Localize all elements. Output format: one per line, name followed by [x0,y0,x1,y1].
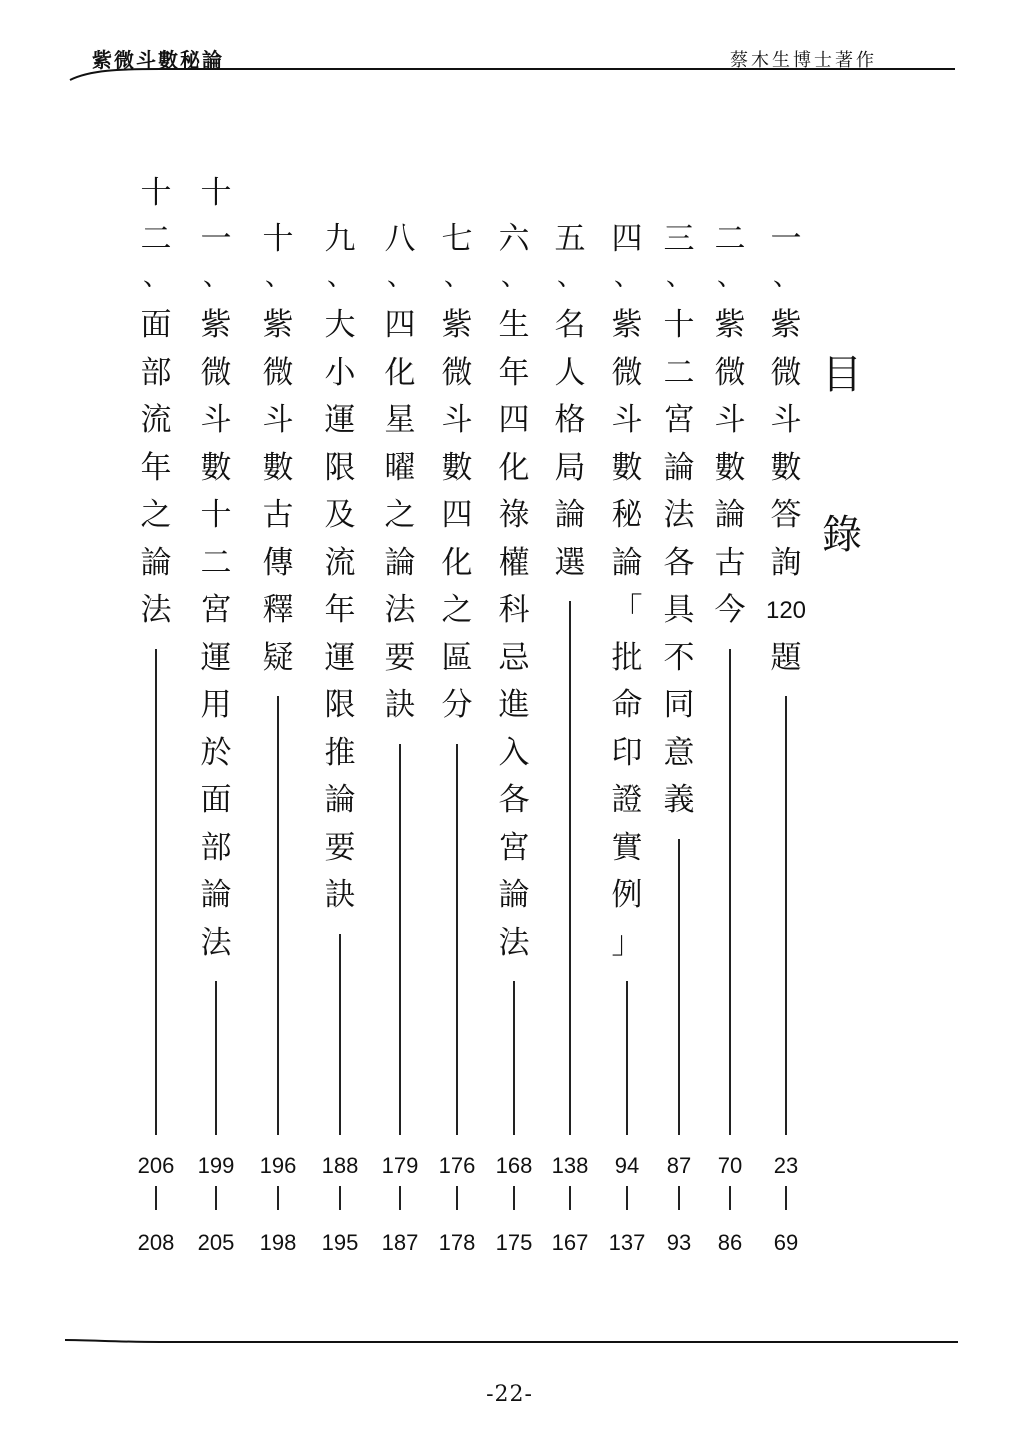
toc-page-end[interactable]: 187 [381,1230,419,1255]
toc-entry-number: 七 [441,221,473,257]
toc-page-end[interactable]: 198 [259,1230,297,1255]
toc-entry-number: 八 [384,221,416,257]
toc-leader-line [626,981,628,1135]
toc-page-range-dash [569,1186,571,1210]
toc-entry-separator: 、 [386,262,413,292]
toc-leader-line [513,981,515,1135]
toc-entry-number: 十 二 [140,175,172,257]
toc-entry-title: 面 部 流 年 之 論 法 [140,307,172,628]
toc-entry-separator: 、 [326,262,353,292]
header-author: 蔡木生博士著作 [730,50,877,71]
toc-entry-title: 紫 微 斗 數 古 傳 釋 疑 [262,307,294,676]
toc-page-end[interactable]: 205 [197,1230,235,1255]
toc-page-range-dash [785,1186,787,1210]
toc-page-range-dash [456,1186,458,1210]
toc-page-start[interactable]: 206 [137,1153,175,1178]
toc-page-start[interactable]: 196 [259,1153,297,1178]
header-rule [0,66,1019,86]
toc-page-range-dash [678,1186,680,1210]
toc-page-start[interactable]: 87 [666,1153,692,1178]
toc-entry-separator: 、 [264,262,291,292]
toc-leader-line [215,981,217,1135]
toc-entry-separator: 、 [202,262,229,292]
toc-entry-number: 十 [262,221,294,257]
toc-page-end[interactable]: 86 [717,1230,743,1255]
toc-page-range-dash [277,1186,279,1210]
page-number: -22- [486,1382,533,1407]
toc-entry-number: 一 [770,221,802,257]
toc-leader-line [569,601,571,1135]
toc-entry-separator: 、 [556,262,583,292]
toc-entry-number: 九 [324,221,356,257]
toc-page-start[interactable]: 70 [717,1153,743,1178]
toc-page-end[interactable]: 208 [137,1230,175,1255]
toc-leader-line [678,839,680,1136]
toc-entry-title: 紫 微 斗 數 秘 論 「 批 命 印 證 實 例 」 [611,307,643,961]
toc-leader-line [729,649,731,1136]
toc-entry-title: 紫 微 斗 數 十 二 宮 運 用 於 面 部 論 法 [200,307,232,961]
toc-entry-title: 紫 微 斗 數 四 化 之 區 分 [441,307,473,723]
toc-leader-line [456,744,458,1136]
toc-page-end[interactable]: 167 [551,1230,589,1255]
toc-page-range-dash [215,1186,217,1210]
toc-page-start[interactable]: 138 [551,1153,589,1178]
toc-page-end[interactable]: 175 [495,1230,533,1255]
toc-entry-number: 五 [554,221,586,257]
toc-entry-separator: 、 [142,262,169,292]
toc-entry-title: 紫 微 斗 數 論 古 今 [714,307,746,628]
toc-page-range-dash [729,1186,731,1210]
toc-entry-number: 三 [663,221,695,257]
toc-page-range-dash [339,1186,341,1210]
toc-entry-separator: 、 [716,262,743,292]
footer-rule [0,1336,1019,1356]
toc-page-range-dash [513,1186,515,1210]
toc-page-range-dash [626,1186,628,1210]
toc-entry-number: 二 [714,221,746,257]
toc-page-start[interactable]: 23 [773,1153,799,1178]
toc-entry-title: 四 化 星 曜 之 論 法 要 訣 [384,307,416,723]
toc-entry-title: 紫 微 斗 數 答 詢 120 題 [765,307,807,676]
toc-entry-number: 四 [611,221,643,257]
toc-page-end[interactable]: 178 [438,1230,476,1255]
toc-entry-number: 六 [498,221,530,257]
toc-entry-title: 大 小 運 限 及 流 年 運 限 推 論 要 訣 [324,307,356,913]
toc-page-end[interactable]: 69 [773,1230,799,1255]
toc-entry-separator: 、 [772,262,799,292]
toc-entry-title: 名 人 格 局 論 選 [554,307,586,581]
toc-page-start[interactable]: 168 [495,1153,533,1178]
toc-entry-separator: 、 [613,262,640,292]
toc-entry-title: 生 年 四 化 祿 權 科 忌 進 入 各 宮 論 法 [498,307,530,961]
toc-page-start[interactable]: 176 [438,1153,476,1178]
toc-page-end[interactable]: 195 [321,1230,359,1255]
toc-heading [818,352,866,558]
toc-entry-separator: 、 [443,262,470,292]
toc-leader-line [785,696,787,1135]
header-book-title: 紫微斗數秘論 [92,48,224,72]
toc-leader-line [399,744,401,1136]
toc-entry-separator: 、 [665,262,692,292]
toc-page-range-dash [399,1186,401,1210]
toc-heading-char-2: 錄 [822,512,862,558]
toc-heading-char-1: 目 [822,352,862,398]
toc-page-end[interactable]: 93 [666,1230,692,1255]
toc-page-start[interactable]: 94 [614,1153,640,1178]
toc-leader-line [277,696,279,1135]
toc-page-start[interactable]: 179 [381,1153,419,1178]
toc-page-start[interactable]: 199 [197,1153,235,1178]
toc-leader-line [155,649,157,1136]
toc-page-start[interactable]: 188 [321,1153,359,1178]
toc-page-end[interactable]: 137 [608,1230,646,1255]
toc-entry-number: 十 一 [200,175,232,257]
toc-entry-separator: 、 [500,262,527,292]
toc-leader-line [339,934,341,1136]
toc-entry-title: 十 二 宮 論 法 各 具 不 同 意 義 [663,307,695,818]
toc-page-range-dash [155,1186,157,1210]
